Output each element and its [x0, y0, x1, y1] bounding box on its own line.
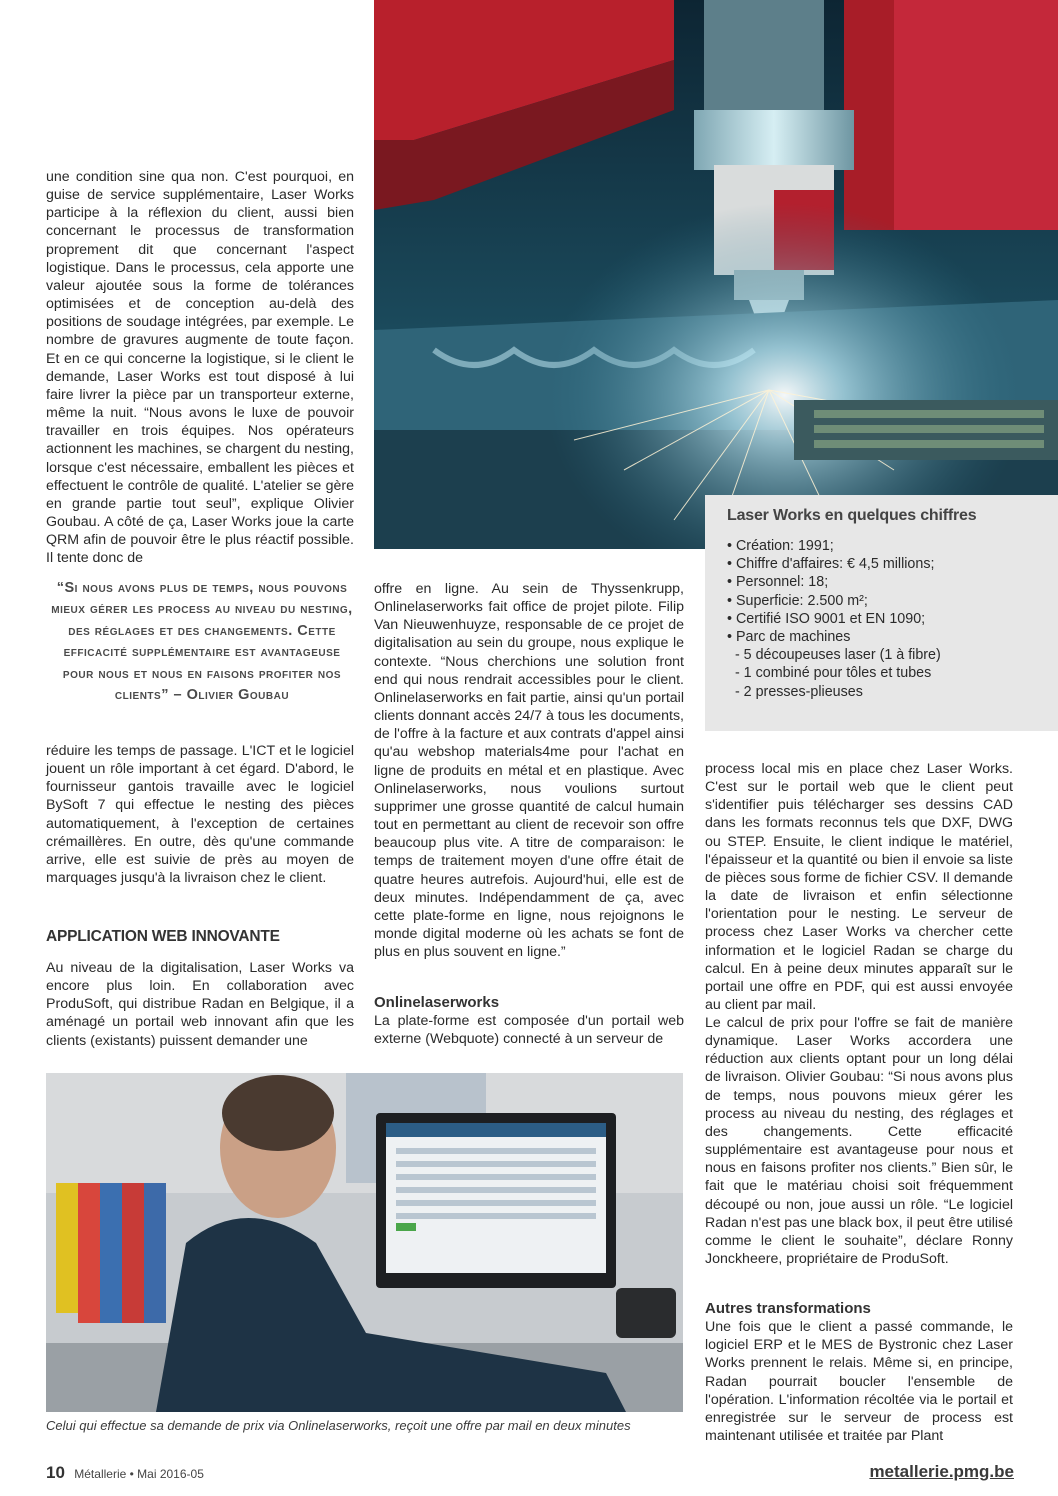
article-text-left-bottom: Au niveau de la digitalisation, Laser Works va encore plus loin. En collaboration avec ProduSoft, qui distribue Radan en Belgique, il a aménagé un portail web innovant afin que les clients (existants) puissent demander une: [46, 960, 354, 1049]
autres-transformations-section: [705, 1300, 1013, 1445]
article-text-middle: offre en ligne. Au sein de Thyssenkrupp, Onlinelaserworks fait office de projet pilote. Filip Van Nieuwenhuyze, responsable de ce projet de digitalisation au sein du groupe, nous explique le contexte. “Nous cherchions une solution front end qui nous rendrait accessibles pour le client. Onlinelaserworks en fait partie, ainsi qu'un portail clients donnant accès 24/7 à tous les documents, de l'offre à la facture et aux contrats d'appel ainsi qu'au webshop materials4me pour l'achat en ligne de produits en métal et en plastique. Avec Onlinelaserworks, nous voulions surtout supprimer une grosse quantité de calcul humain tout en permettant au client de recevoir son offre beaucoup plus vite. A titre de comparaison: le temps de traitement moyen d'une offre était de quatre heures autrefois. Aujourd'hui, elle est de deux minutes. Indépendamment de ça, avec cette plate-forme en ligne, nous rejoignons le monde digital moderne où les achats se font de plus en plus souvent en ligne.”: [374, 581, 684, 961]
photo-caption: Celui qui effectue sa demande de prix via Onlinelaserworks, reçoit une offre par mail en deux minutes: [46, 1418, 631, 1433]
autres-transformations-text: Une fois que le client a passé commande, le logiciel ERP et le MES de Bystronic chez Laser Works prennent le relais. Même si, en principe, Radan pourrait boucler l'ensemble de l'opération. L'information récoltée via le portail et enregistrée sur le serveur de process est maintenant utilisée et traitée par Plant: [705, 1319, 1013, 1445]
facts-title: Laser Works en quelques chiffres: [727, 507, 977, 524]
facts-item: • Parc de machines: [727, 629, 851, 646]
article-text-left-middle: réduire les temps de passage. L'ICT et le logiciel jouent un rôle important à cet égard. D'abord, le fournisseur gantois travaille avec le logiciel BySoft 7 qui effectue le nesting des pièces automatiquement, à l'exception de certaines crémaillères. En outre, dès qu'une commande arrive, elle est suivie de près au moyen de marquages jusqu'à la livraison chez le client.: [46, 743, 354, 887]
facts-list: [727, 537, 941, 701]
footer-left: [46, 1463, 204, 1483]
laser-cutting-photo: [374, 0, 1058, 549]
article-text-right-2: Le calcul de prix pour l'offre se fait de manière dynamique. Laser Works accordera une réduction aux clients optant pour un long délai de livraison. Olivier Goubau: “Si nous avons plus de temps, nous pouvons mieux gérer les process au niveau du nesting, des réglages et des changements. Cette efficacité supplémentaire est avantageuse pour nous et nous en faisons profiter nos clients.” Bien sûr, le fait que le matériau choisi soit fréquemment découpé ou non, joue aussi un rôle. “Le logiciel Radan n'est pas une black box, il peut être utilisé comme le client le souhaite”, déclare Ronny Jonckheere, propriétaire de ProduSoft.: [705, 1015, 1013, 1268]
article-text-left-top: une condition sine qua non. C'est pourquoi, en guise de service supplémentaire, Laser Works participe à la réflexion du client, aussi bien concernant le processus de transformation proprement dit que concernant l'aspect logistique. Dans le processus, cela apporte une valeur ajoutée sous la forme de tolérances optimisées et de conception au-delà des positions de soudage intégrées, par exemple. Le nombre de gravures augmente de toute façon. Et en ce qui concerne la logistique, si le client le demande, Laser Works est tout disposé à lui faire livrer la pièce par un transporteur externe, même la nuit. “Nous avons le luxe de pouvoir travailler en trois équipes. Nos opérateurs actionnent les machines, se chargent du nesting, lorsque c'est nécessaire, emballent les pièces et effectuent le contrôle de qualité. L'atelier se gère en grande partie tout seul”, explique Olivier Goubau. A côté de ça, Laser Works joue la carte QRM afin de pouvoir être le plus réactif possible. Il tente donc de: [46, 169, 354, 567]
publication-label: Métallerie • Mai 2016-05: [74, 1467, 204, 1481]
facts-item: - 2 presses-plieuses: [727, 683, 863, 700]
facts-item: • Personnel: 18;: [727, 574, 829, 591]
facts-item: - 1 combiné pour tôles et tubes: [727, 665, 932, 682]
facts-box: [705, 495, 1058, 731]
section-heading-application-web: APPLICATION WEB INNOVANTE: [46, 928, 280, 945]
facts-item: • Création: 1991;: [727, 538, 834, 554]
facts-item: • Superficie: 2.500 m²;: [727, 592, 868, 609]
subheading-onlinelaserworks: Onlinelaserworks: [374, 994, 500, 1011]
office-photo: [46, 1073, 683, 1412]
pull-quote: “Si nous avons plus de temps, nous pouvons mieux gérer les process au niveau du nesting, des réglages et des changements. Cette efficacité supplémentaire est avantageuse pour nous et nous en faisons profiter nos clients” – Olivier Goubau: [51, 580, 353, 704]
article-text-right-1: process local mis en place chez Laser Works. C'est sur le portail web que le client peut s'identifier puis télécharger ses dessins CAD dans les formats reconnus tels que DXF, DWG ou STEP. Ensuite, le client indique le matériel, l'épaisseur et la quantité ou bien il envoie sa liste de pièces sous forme de fichier CSV. Il demande la date de livraison et enfin sélectionne l'orientation pour le nesting. Le serveur de process chez Laser Works va chercher cette information et le logiciel Radan se charge du calcul. En à peine deux minutes apparaît sur le portail une offre en PDF, qui est aussi envoyée au client par mail.: [705, 761, 1013, 1014]
onlinelaserworks-text: La plate-forme est composée d'un portail web externe (Webquote) connecté à un serveur de: [374, 1013, 684, 1048]
facts-item: • Certifié ISO 9001 et EN 1090;: [727, 610, 926, 627]
footer-url-link[interactable]: metallerie.pmg.be: [869, 1462, 1014, 1481]
onlinelaserworks-section: [374, 994, 684, 1048]
facts-item: - 5 découpeuses laser (1 à fibre): [727, 647, 941, 664]
facts-item: • Chiffre d'affaires: € 4,5 millions;: [727, 556, 935, 573]
subheading-autres-transformations: Autres transformations: [705, 1300, 871, 1317]
page-number: 10: [46, 1463, 65, 1482]
